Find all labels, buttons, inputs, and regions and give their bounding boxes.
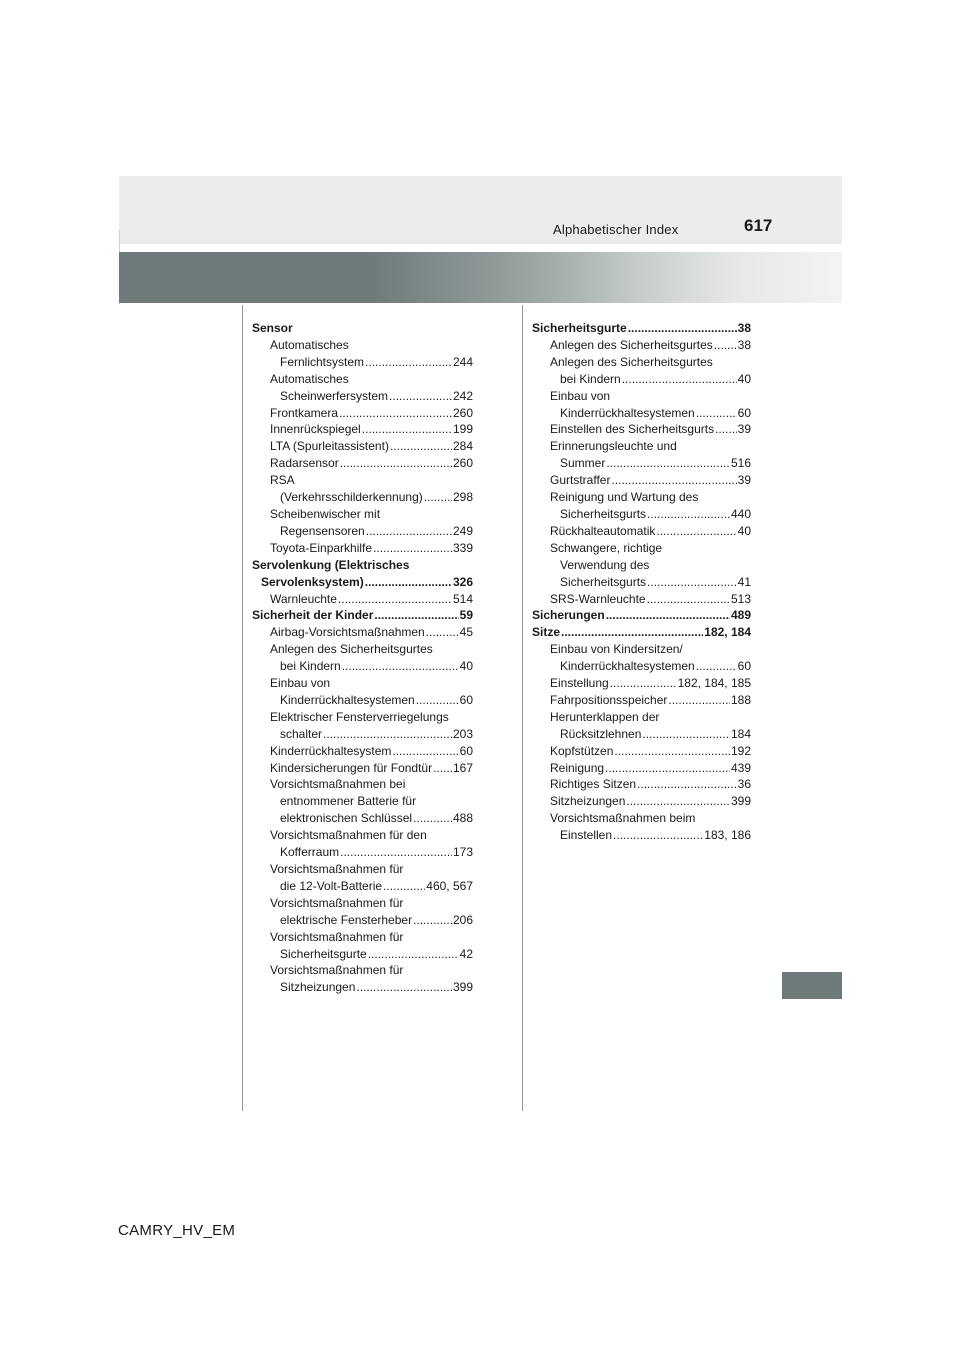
index-entry-term: Summer [560, 456, 606, 471]
index-entry [252, 692, 473, 709]
dot-leader [426, 624, 459, 641]
index-entry [252, 844, 473, 861]
index-entry-page: 513 [730, 591, 751, 606]
index-entry-term: bei Kindern [560, 371, 621, 386]
index-entry-term: Sicherheitsgurte [532, 321, 627, 335]
index-entry-term: Servolenksystem) [261, 574, 364, 589]
dot-leader [647, 574, 737, 591]
index-entry [252, 574, 473, 591]
index-entry [532, 726, 751, 743]
dot-leader [622, 371, 737, 388]
index-entry-page: 40 [459, 659, 473, 674]
index-entry-page: 242 [452, 388, 473, 403]
index-entry [252, 607, 473, 624]
index-entry-term: Sicherheitsgurts [560, 506, 647, 521]
index-entry [252, 793, 473, 810]
index-entry-page: 167 [452, 760, 473, 775]
index-entry [252, 557, 473, 574]
dot-leader [637, 776, 737, 793]
dot-leader [647, 591, 730, 608]
index-entry-term: Sensor [252, 321, 293, 335]
index-entry [252, 675, 473, 692]
index-entry [252, 540, 473, 557]
index-entry-page: 40 [737, 371, 751, 386]
index-entry-page: 516 [730, 456, 751, 471]
index-entry-term: Verwendung des [560, 557, 650, 572]
index-entry [252, 962, 473, 979]
index-entry [532, 354, 751, 371]
dot-leader [696, 658, 737, 675]
index-entry [252, 506, 473, 523]
index-entry-term: Vorsichtsmaßnahmen bei [270, 777, 406, 792]
index-entry-term: Vorsichtsmaßnahmen für [270, 963, 404, 978]
index-entry [252, 895, 473, 912]
index-entry-page: 38 [737, 337, 751, 352]
index-entry-term: elektrische Fensterheber [280, 912, 413, 927]
index-entry-page: 59 [459, 608, 473, 623]
dot-leader [392, 743, 458, 760]
dot-leader [383, 878, 425, 895]
dot-leader [433, 760, 452, 777]
index-entry [532, 523, 751, 540]
dot-leader [642, 726, 730, 743]
index-entry-page: 260 [452, 456, 473, 471]
index-entry [532, 810, 751, 827]
index-entry [252, 878, 473, 895]
index-entry-page: 488 [452, 811, 473, 826]
index-entry-term: Elektrischer Fensterverriegelungs [270, 709, 449, 724]
index-entry-term: Herunterklappen der [550, 709, 660, 724]
dot-leader [368, 946, 459, 963]
index-entry-term: Scheibenwischer mit [270, 506, 381, 521]
index-column-right [532, 320, 751, 844]
index-entry-term: Sitze [532, 625, 561, 640]
index-entry-term: Kofferraum [280, 845, 340, 860]
index-entry [532, 388, 751, 405]
index-entry-term: Einbau von [550, 388, 611, 403]
index-entry-term: LTA (Spurleitassistent) [270, 439, 389, 454]
index-entry [252, 827, 473, 844]
index-entry [532, 624, 751, 641]
index-entry [252, 946, 473, 963]
index-entry-term: Vorsichtsmaßnahmen für [270, 895, 404, 910]
index-entry [532, 743, 751, 760]
index-entry [252, 658, 473, 675]
document-code: CAMRY_HV_EM [118, 1222, 236, 1239]
index-entry-term: Sitzheizungen [550, 794, 626, 809]
dot-leader [647, 506, 730, 523]
index-entry [252, 929, 473, 946]
index-entry-term: Sicherheitsgurts [560, 574, 647, 589]
dot-leader [338, 591, 452, 608]
index-entry-term: Toyota-Einparkhilfe [270, 540, 373, 555]
index-entry-term: Servolenkung (Elektrisches [252, 557, 410, 572]
index-entry-page: 206 [452, 912, 473, 927]
dot-leader [424, 489, 452, 506]
chapter-tab [782, 972, 842, 999]
index-entry-term: Kopfstützen [550, 743, 614, 758]
index-entry-page: 60 [459, 743, 473, 758]
index-entry-term: Kinderrückhaltesystemen [560, 405, 695, 420]
index-entry-term: Radarsensor [270, 456, 339, 471]
dot-leader [374, 607, 458, 624]
index-entry-page: 36 [737, 777, 751, 792]
dot-leader [614, 743, 730, 760]
index-entry-page: 460, 567 [426, 878, 473, 893]
index-entry-page: 173 [452, 845, 473, 860]
index-entry [252, 709, 473, 726]
index-entry-term: SRS-Warnleuchte [550, 591, 646, 606]
index-entry-term: Frontkamera [270, 405, 339, 420]
index-entry-page: 399 [452, 980, 473, 995]
index-entry-term: Einstellen des Sicherheitsgurts [550, 422, 715, 437]
dot-leader [366, 523, 452, 540]
section-title: Alphabetischer Index [553, 222, 679, 237]
index-entry-term: Scheinwerfersystem [280, 388, 389, 403]
index-entry-term: Anlegen des Sicherheitsgurtes [550, 354, 713, 369]
index-entry-term: entnommener Batterie für [280, 794, 417, 809]
index-entry [532, 607, 751, 624]
index-entry-term: Rückhalteautomatik [550, 523, 656, 538]
index-entry [252, 320, 473, 337]
index-entry [252, 337, 473, 354]
index-entry [252, 641, 473, 658]
index-entry [252, 726, 473, 743]
index-entry-page: 182, 184, 185 [677, 676, 751, 691]
index-entry-page: 440 [730, 506, 751, 521]
index-entry-term: Einstellung [550, 676, 609, 691]
index-entry-term: Anlegen des Sicherheitsgurtes [270, 642, 433, 657]
index-entry [252, 472, 473, 489]
index-entry-page: 182, 184 [704, 625, 751, 640]
dot-leader [390, 438, 452, 455]
index-entry [532, 641, 751, 658]
index-entry-term: Sitzheizungen [280, 980, 356, 995]
dot-leader [339, 405, 452, 422]
index-entry-term: Kindersicherungen für Fondtür [270, 760, 433, 775]
dot-leader [611, 472, 736, 489]
index-entry-page: 298 [452, 490, 473, 505]
index-entry-page: 39 [737, 473, 751, 488]
index-entry [532, 574, 751, 591]
index-entry-page: 39 [737, 422, 751, 437]
index-entry [252, 760, 473, 777]
index-entry [252, 354, 473, 371]
index-entry-page: 326 [452, 574, 473, 589]
dot-leader [626, 793, 730, 810]
page-number: 617 [744, 216, 773, 235]
index-entry [252, 523, 473, 540]
index-entry-term: die 12-Volt-Batterie [280, 878, 383, 893]
index-entry-page: 192 [730, 743, 751, 758]
dot-leader [606, 455, 730, 472]
index-entry-page: 260 [452, 405, 473, 420]
index-entry-term: bei Kindern [280, 659, 341, 674]
index-entry-term: RSA [270, 473, 295, 488]
index-entry-page: 244 [452, 354, 473, 369]
index-entry [532, 455, 751, 472]
dot-leader [668, 692, 730, 709]
index-entry [532, 557, 751, 574]
index-entry-term: elektronischen Schlüssel [280, 811, 413, 826]
index-entry [532, 540, 751, 557]
index-entry-term: Vorsichtsmaßnahmen für [270, 929, 404, 944]
index-entry-term: Sicherheit der Kinder [252, 608, 374, 623]
index-entry [252, 776, 473, 793]
index-entry [252, 371, 473, 388]
dot-leader [362, 421, 452, 438]
index-entry [252, 591, 473, 608]
dot-leader [613, 827, 703, 844]
index-entry-page: 41 [737, 574, 751, 589]
index-entry-page: 514 [452, 591, 473, 606]
index-entry-page: 184 [730, 726, 751, 741]
index-entry-term: Regensensoren [280, 523, 365, 538]
dot-leader [610, 675, 677, 692]
index-entry-page: 339 [452, 540, 473, 555]
header-banner [119, 252, 842, 303]
dot-leader [389, 388, 452, 405]
index-entry-page: 203 [452, 726, 473, 741]
index-entry-page: 188 [730, 692, 751, 707]
index-entry-term: Kinderrückhaltesystem [270, 743, 392, 758]
index-entry-term: Erinnerungsleuchte und [550, 439, 677, 454]
index-entry [252, 455, 473, 472]
index-entry [252, 421, 473, 438]
dot-leader [561, 624, 703, 641]
column-rule-left [242, 305, 243, 1111]
index-entry-page: 38 [737, 321, 751, 335]
dot-leader [365, 574, 452, 591]
index-entry [532, 506, 751, 523]
index-entry-term: Fernlichtsystem [280, 354, 365, 369]
index-entry-page: 45 [459, 625, 473, 640]
dot-leader [714, 337, 737, 354]
index-entry [532, 709, 751, 726]
index-entry-term: Rücksitzlehnen [560, 726, 642, 741]
index-entry-term: Vorsichtsmaßnahmen beim [550, 811, 696, 826]
index-entry [532, 371, 751, 388]
dot-leader [606, 607, 730, 624]
index-entry-page: 489 [730, 608, 751, 623]
column-rule-middle [522, 305, 523, 1111]
index-entry-term: Einbau von Kindersitzen/ [550, 642, 683, 657]
index-entry [532, 793, 751, 810]
index-entry [532, 760, 751, 777]
index-entry [532, 472, 751, 489]
dot-leader [416, 692, 459, 709]
index-entry-term: Warnleuchte [270, 591, 337, 606]
index-entry-term: Sicherungen [532, 608, 605, 623]
index-entry-term: Sicherheitsgurte [280, 946, 367, 961]
dot-leader [373, 540, 452, 557]
index-entry [532, 658, 751, 675]
index-entry-term: Kinderrückhaltesystemen [280, 692, 415, 707]
index-entry [252, 810, 473, 827]
index-entry-term: Fahrpositionsspeicher [550, 692, 668, 707]
index-entry-page: 199 [452, 422, 473, 437]
index-entry [252, 912, 473, 929]
index-entry [532, 421, 751, 438]
dot-leader [605, 760, 730, 777]
index-entry-term: Vorsichtsmaßnahmen für [270, 862, 404, 876]
index-entry-term: Reinigung und Wartung des [550, 490, 699, 505]
index-entry-page: 60 [737, 405, 751, 420]
index-entry-term: Vorsichtsmaßnahmen für den [270, 828, 427, 843]
index-entry-page: 60 [459, 692, 473, 707]
index-entry-page: 284 [452, 439, 473, 454]
index-entry [532, 489, 751, 506]
index-entry [532, 337, 751, 354]
index-entry-term: Automatisches [270, 371, 349, 386]
index-entry [532, 320, 751, 337]
index-entry-page: 399 [730, 794, 751, 809]
index-entry-page: 40 [737, 523, 751, 538]
index-entry-page: 42 [459, 946, 473, 961]
index-entry-term: Automatisches [270, 337, 349, 352]
index-entry-term: Airbag-Vorsichtsmaßnahmen [270, 625, 425, 640]
index-entry [252, 388, 473, 405]
index-entry-page: 60 [737, 659, 751, 674]
dot-leader [340, 844, 452, 861]
dot-leader [628, 320, 737, 337]
index-entry [532, 692, 751, 709]
index-entry [532, 405, 751, 422]
index-entry-term: Richtiges Sitzen [550, 777, 637, 792]
index-entry [252, 743, 473, 760]
dot-leader [340, 455, 452, 472]
index-entry [532, 776, 751, 793]
index-entry [252, 438, 473, 455]
index-entry-term: Innenrückspiegel [270, 422, 361, 437]
index-entry-term: Reinigung [550, 760, 605, 775]
index-entry [532, 827, 751, 844]
index-entry-term: Anlegen des Sicherheitsgurtes [550, 337, 713, 352]
index-entry-term: Kinderrückhaltesystemen [560, 659, 695, 674]
index-entry [252, 405, 473, 422]
index-entry-page: 249 [452, 523, 473, 538]
index-entry [252, 624, 473, 641]
dot-leader [323, 726, 452, 743]
dot-leader [696, 405, 737, 422]
index-entry [252, 861, 473, 878]
index-entry [252, 979, 473, 996]
dot-leader [413, 810, 452, 827]
page-header [119, 176, 842, 244]
index-entry-term: Einbau von [270, 676, 331, 691]
index-entry-term: schalter [280, 726, 323, 741]
index-entry [532, 438, 751, 455]
dot-leader [356, 979, 452, 996]
index-entry-term: Gurtstraffer [550, 473, 611, 488]
index-entry [252, 489, 473, 506]
index-entry [532, 675, 751, 692]
index-entry [532, 591, 751, 608]
dot-leader [342, 658, 459, 675]
index-column-left [252, 320, 473, 996]
dot-leader [656, 523, 736, 540]
dot-leader [715, 421, 737, 438]
index-entry-page: 439 [730, 760, 751, 775]
index-entry-term: (Verkehrsschilderkennung) [280, 490, 423, 505]
dot-leader [413, 912, 452, 929]
index-entry-term: Schwangere, richtige [550, 540, 663, 555]
index-entry-term: Einstellen [560, 828, 613, 843]
index-entry-page: 183, 186 [704, 828, 751, 843]
dot-leader [365, 354, 452, 371]
